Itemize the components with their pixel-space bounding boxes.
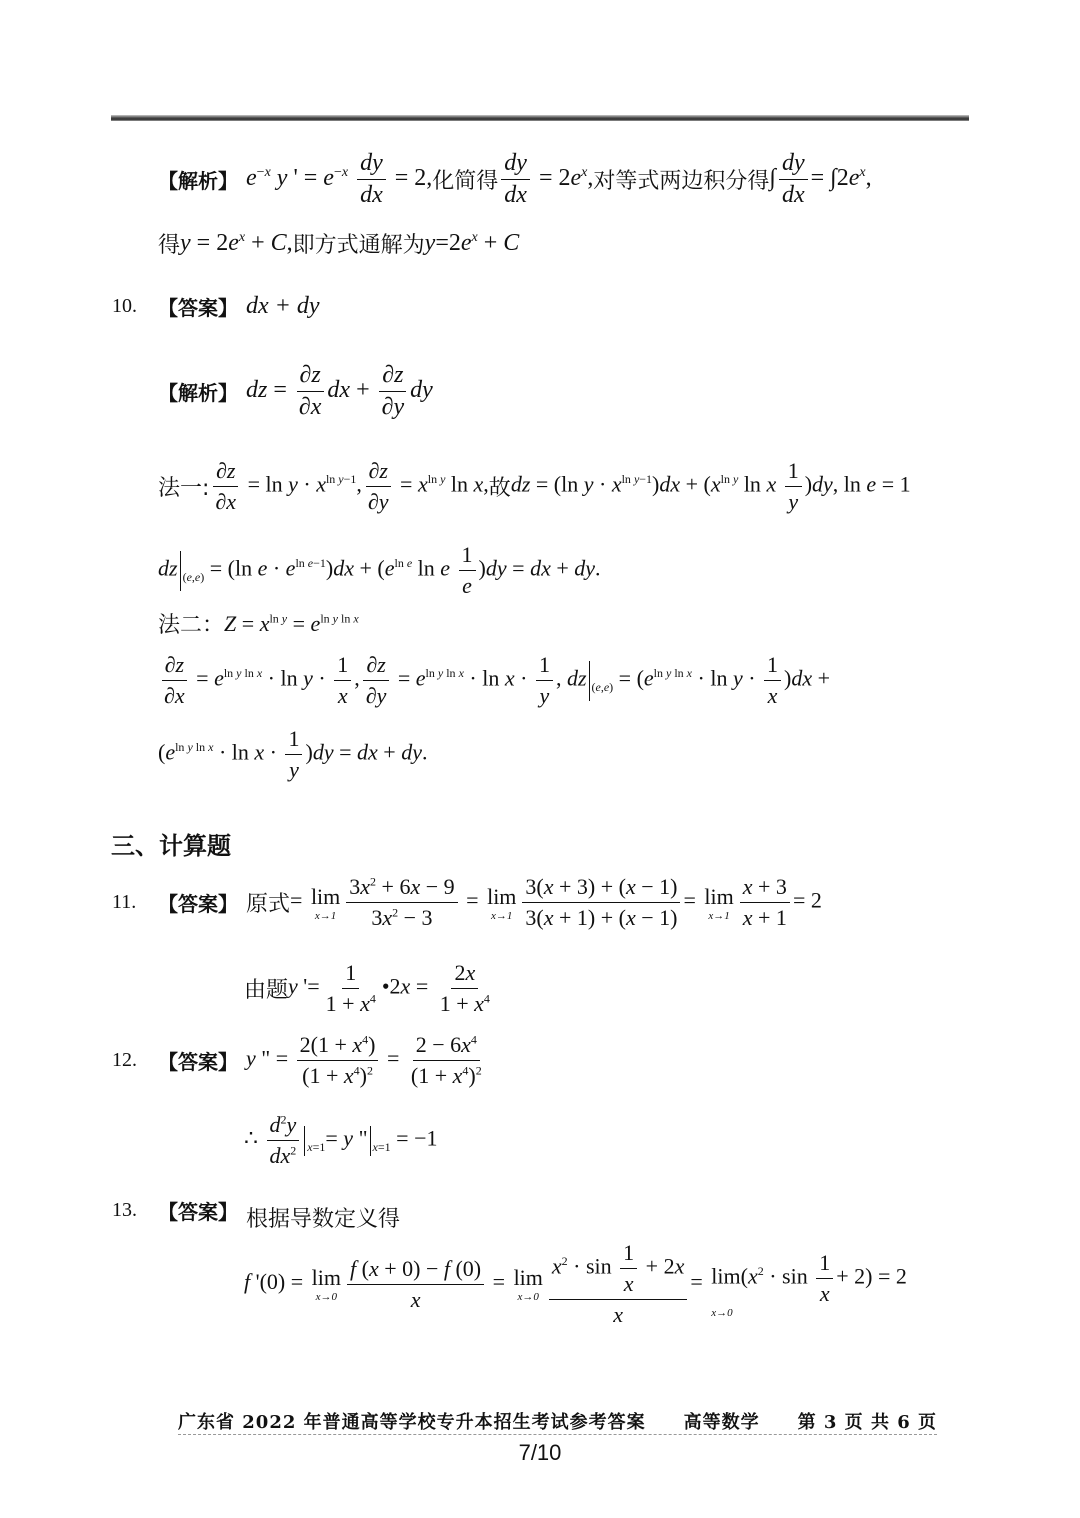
answer-12-line-1: 由题 y '= $\frac{1}{1 + x^4}$ •2x = $\frac{2x}{1 + x^4}$ bbox=[244, 960, 490, 1016]
method-1-line-2: dz $_{(e,e)}$ = (ln $e \cdot e^{ln e-1})dx + (e^{ln e}$ ln e $\frac{1}{e}$ )dy = dx + dy. bbox=[158, 542, 601, 598]
page-number: 7/10 bbox=[518, 1440, 562, 1465]
answer-tag: 【答案】 bbox=[158, 296, 238, 320]
method-2-line-2: $\frac{\partial z}{\partial x}$ = $e^{ln y ln x} \cdot \ln y$ · $\frac{1}{x}$ , $\frac{\partial z}{\partial y}$ = $e^{ln y ln x} \cdot \ln x$ · $\frac{1}{y}$ , dz $_{(e,e)} = (e^{ln y ln x} \cdot \ln y$ · $\frac{1}{x}$ )dx + bbox=[158, 652, 830, 709]
answer-13-line-1 bbox=[112, 1188, 400, 1233]
question-number: 10. bbox=[112, 295, 137, 317]
answer-tag: 【答案】 bbox=[158, 892, 238, 916]
question-number: 11. bbox=[112, 891, 137, 913]
answer-11: 11. 【答案】 原式 = lim x→1 $\frac{3x^2 + 6x - 9}{3x^2 - 3}$ = lim x→1 $\frac{3(x + 3) + (x - 1)}{3(x + 1) + (x - 1)}$ = lim x→1 $\frac{x + 3}{x + 1}$ = 2 bbox=[112, 874, 822, 930]
analysis-10: 【解析】 dz = $\frac{\partial z}{\partial x}$ dx + $\frac{\partial z}{\partial y}$ dy bbox=[158, 362, 433, 420]
page-footer: 广东省 2022 年普通高等学校专升本招生考试参考答案 高等数学 第 3 页 共 6 页 bbox=[178, 1408, 937, 1435]
answer-13-line-2: f '(0) = lim x→0 $\frac{f (x + 0) - f (0)}{x}$ = lim x→0 $x^2 \cdot \sin$ $\frac{1}{x}$ + 2x x = $\lim(x^2 \cdot \sin$ $\frac{1}{x}$ + 2) = 2 x→0 bbox=[244, 1240, 907, 1327]
answer-12-line-3: ∴ $\frac{d^2y}{dx^2}$ $_{x=1}$= y " $_{x=1}$ = −1 bbox=[244, 1112, 438, 1168]
analysis-tag: 【解析】 bbox=[158, 169, 238, 193]
answer-10 bbox=[112, 292, 320, 321]
answer-tag: 【答案】 bbox=[158, 1200, 238, 1224]
section-title: 三、计算题 bbox=[111, 832, 231, 860]
analysis-9-line-2: 得 $y = 2e^x + C$, 即方式通解为 $y=2e^x + C$ bbox=[158, 230, 520, 258]
answer-tag: 【答案】 bbox=[158, 1050, 238, 1074]
question-number: 12. bbox=[112, 1049, 137, 1071]
method-1-line-1: 法一: $\frac{\partial z}{\partial x}$ = $\ln y \cdot x^{ln y-1}$, $\frac{\partial z}{\partial y}$ = $x^{ln y}$ ln x, 故 dz = (ln $y \cdot x^{ln y-1})dx + (x^{ln y}$ ln x $\frac{1}{y}$ )dy, ln e = 1 bbox=[158, 458, 911, 514]
answer-13-intro: 根据导数定义得 bbox=[246, 1207, 401, 1232]
analysis-9-line-1: 【解析】 $e^{-x}$ y ' = $e^{-x}$ $\frac{dy}{dx}$ = 2, 化简得 $\frac{dy}{dx}$ = $2e^x$, 对等式两边积分得 ∫ $\frac{dy}{dx}$ = $\int 2e^x$, bbox=[158, 150, 872, 208]
question-number: 13. bbox=[112, 1199, 137, 1221]
method-2-line-1: 法二： $Z = x^{ln y} = e^{ln y ln x}$ bbox=[158, 610, 359, 638]
analysis-tag: 【解析】 bbox=[158, 381, 238, 405]
method-2-line-3: ($e^{ln y ln x} \cdot \ln x$ · $\frac{1}{y}$ )dy = dx + dy. bbox=[158, 726, 428, 782]
header-rule bbox=[111, 115, 969, 121]
answer-10-value: dx + dy bbox=[246, 293, 320, 319]
answer-12-line-2: 12. 【答案】 y " = $\frac{2(1 + x^4)}{(1 + x^4)^2}$ = $\frac{2 - 6x^4}{(1 + x^4)^2}$ bbox=[112, 1032, 482, 1088]
